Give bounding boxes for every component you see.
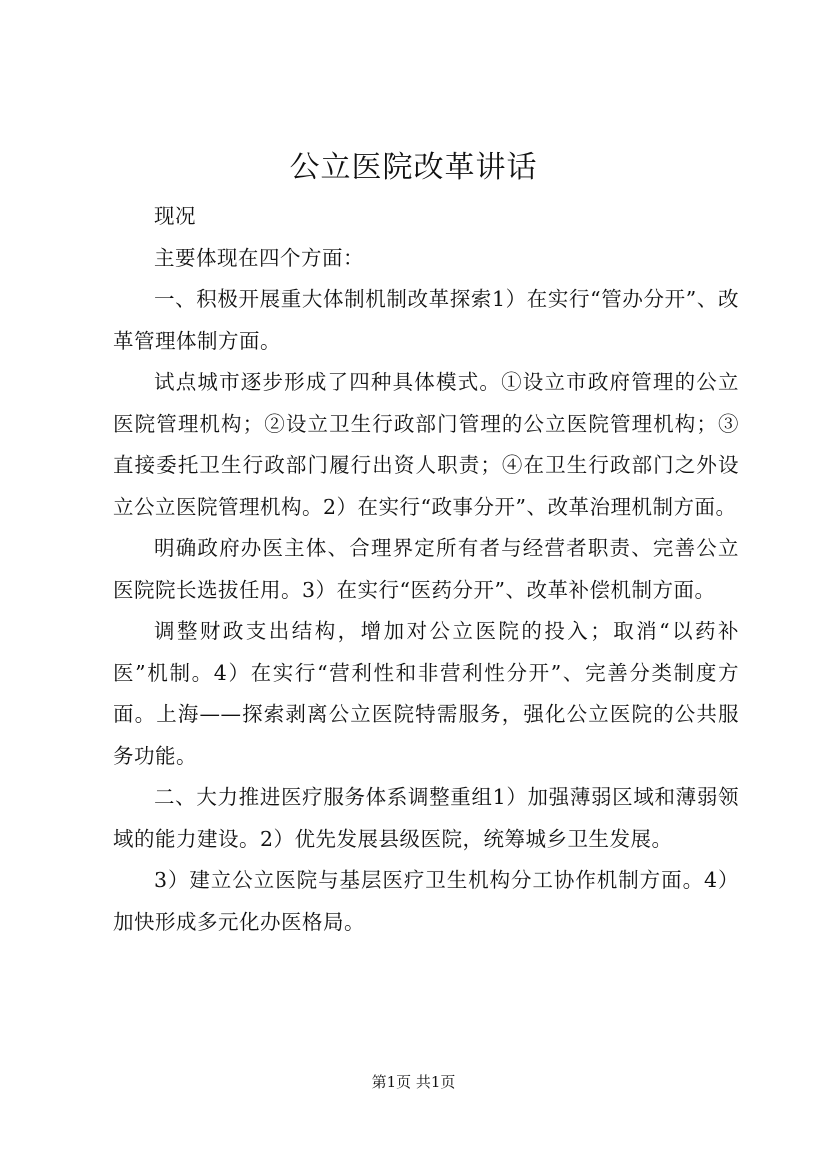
paragraph: 调整财政支出结构，增加对公立医院的投入；取消“以药补医”机制。4）在实行“营利性和非营利性分开”、完善分类制度方面。上海——探索剥离公立医院特需服务，强化公立医院的公共服务功能。: [113, 619, 739, 768]
paragraph: 主要体现在四个方面：: [154, 245, 364, 270]
paragraph: 3）建立公立医院与基层医疗卫生机构分工协作机制方面。4）加快形成多元化办医格局。: [113, 868, 739, 934]
paragraph: 明确政府办医主体、合理界定所有者与经营者职责、完善公立医院院长选拔任用。3）在实行“医药分开”、改革补偿机制方面。: [113, 536, 739, 602]
paragraph: 一、积极开展重大体制机制改革探索1）在实行“管办分开”、改革管理体制方面。: [113, 287, 739, 353]
document-title: 公立医院改革讲话: [289, 150, 538, 185]
page-footer: 第1页 共1页: [371, 1073, 456, 1091]
paragraph: 现况: [154, 204, 196, 228]
document-body: [113, 196, 739, 943]
paragraph: 试点城市逐步形成了四种具体模式。①设立市政府管理的公立医院管理机构；②设立卫生行政部门管理的公立医院管理机构；③直接委托卫生行政部门履行出资人职责；④在卫生行政部门之外设立公立医院管理机构。2）在实行“政事分开”、改革治理机制方面。: [113, 370, 739, 519]
paragraph: 二、大力推进医疗服务体系调整重组1）加强薄弱区域和薄弱领域的能力建设。2）优先发展县级医院，统筹城乡卫生发展。: [113, 785, 739, 851]
